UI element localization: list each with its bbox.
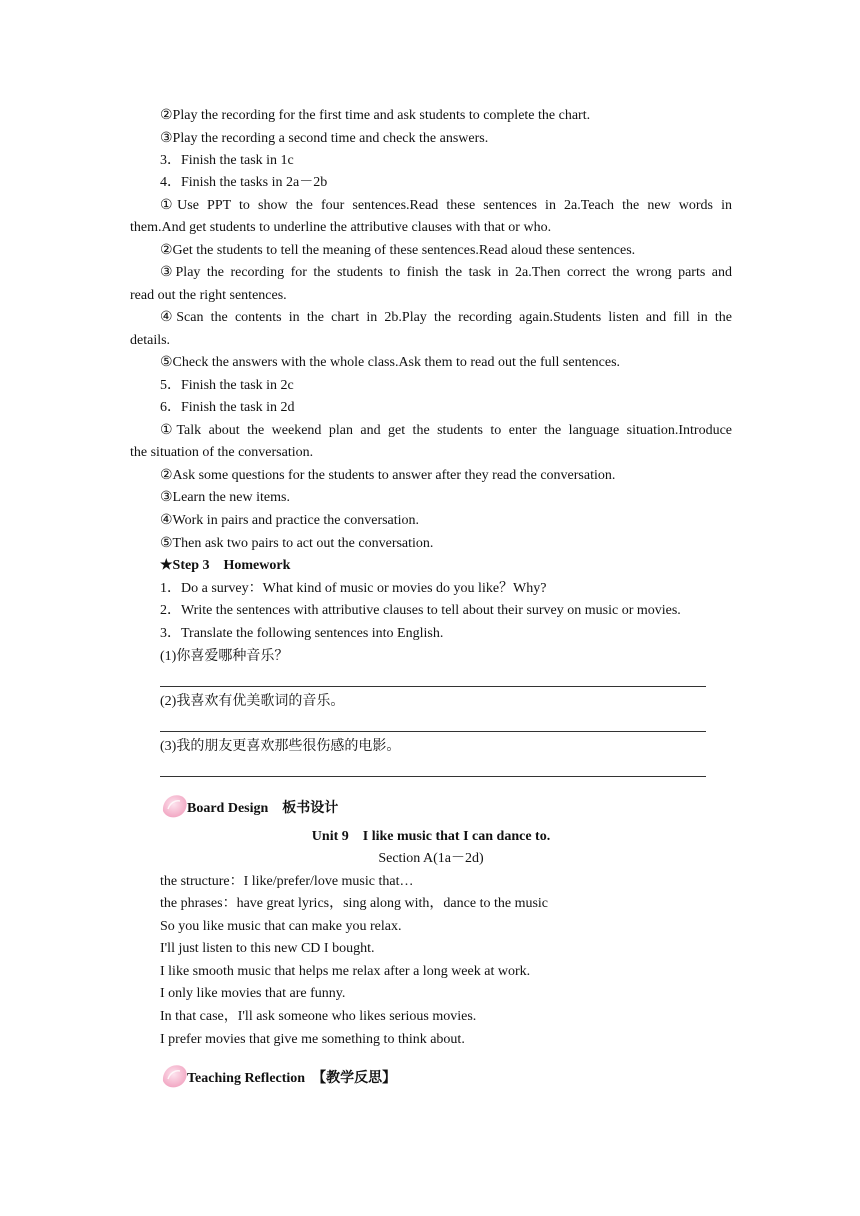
step-line: ②Ask some questions for the students to answer after they read the conversation. [160, 468, 616, 483]
section-label: Section A(1a－2d) [378, 851, 484, 866]
step-line: ⑤Check the answers with the whole class.Ask them to read out the full sentences. [160, 355, 621, 370]
board-item: I like smooth music that helps me relax after a long week at work. [160, 964, 531, 979]
task-heading: 3．Finish the task in 1c [160, 153, 294, 168]
board-item: I prefer movies that give me something to think about. [160, 1032, 465, 1047]
task-heading: 5．Finish the task in 2c [160, 378, 294, 393]
unit-title: Unit 9 I like music that I can dance to. [311, 829, 551, 844]
step-line: ②Play the recording for the first time and ask students to complete the chart. [160, 108, 591, 123]
step-line: ①Use PPT to show the four sentences.Read these sentences in 2a.Teach the new words in [160, 198, 732, 213]
step-line-cont: them.And get students to underline the attributive clauses with that or who. [130, 220, 552, 235]
board-item: the phrases：have great lyrics，sing along with，dance to the music [160, 896, 549, 911]
board-item: I'll just listen to this new CD I bought. [160, 941, 375, 956]
homework-item: 3．Translate the following sentences into English. [160, 626, 444, 641]
teaching-reflection-heading [160, 1061, 480, 1093]
answer-line [160, 686, 706, 687]
translation-prompt: (2)我喜欢有优美歌词的音乐。 [160, 694, 345, 709]
teaching-reflection-title: Teaching Reflection 【教学反思】 [187, 1071, 397, 1086]
task-heading: 6．Finish the task in 2d [160, 400, 295, 415]
step-line: ④Scan the contents in the chart in 2b.Play the recording again.Students listen and fill in the [160, 310, 732, 325]
step-line: ③Learn the new items. [160, 490, 290, 505]
board-design-title: Board Design 板书设计 [187, 801, 339, 816]
task-heading: 4．Finish the tasks in 2a－2b [160, 175, 328, 190]
step-line: ①Talk about the weekend plan and get the students to enter the language situation.Introduce [160, 423, 732, 438]
step-line: ②Get the students to tell the meaning of these sentences.Read aloud these sentences. [160, 243, 636, 258]
homework-item: 1．Do a survey：What kind of music or movies do you like？Why? [160, 581, 547, 596]
homework-item: 2．Write the sentences with attributive clauses to tell about their survey on music or movies. [160, 603, 681, 618]
answer-line [160, 731, 706, 732]
step3-heading: ★Step 3 Homework [160, 558, 291, 573]
pink-petal-icon [160, 791, 190, 821]
translation-prompt: (3)我的朋友更喜欢那些很伤感的电影。 [160, 739, 401, 754]
step-line: ⑤Then ask two pairs to act out the conversation. [160, 536, 434, 551]
step-line: ③Play the recording for the students to finish the task in 2a.Then correct the wrong parts and [160, 265, 732, 280]
step-line-cont: read out the right sentences. [130, 288, 287, 303]
translation-prompt: (1)你喜爱哪种音乐？ [160, 649, 289, 664]
board-item: I only like movies that are funny. [160, 986, 346, 1001]
pink-petal-icon [160, 1061, 190, 1091]
step-line: ④Work in pairs and practice the conversation. [160, 513, 420, 528]
board-design-heading [160, 791, 460, 823]
step-line-cont: the situation of the conversation. [130, 445, 314, 460]
step-line: ③Play the recording a second time and check the answers. [160, 131, 489, 146]
board-item: So you like music that can make you relax. [160, 919, 402, 934]
board-item: the structure：I like/prefer/love music that… [160, 874, 414, 889]
board-item: In that case，I'll ask someone who likes serious movies. [160, 1009, 477, 1024]
step-line-cont: details. [130, 333, 171, 348]
answer-line [160, 776, 706, 777]
